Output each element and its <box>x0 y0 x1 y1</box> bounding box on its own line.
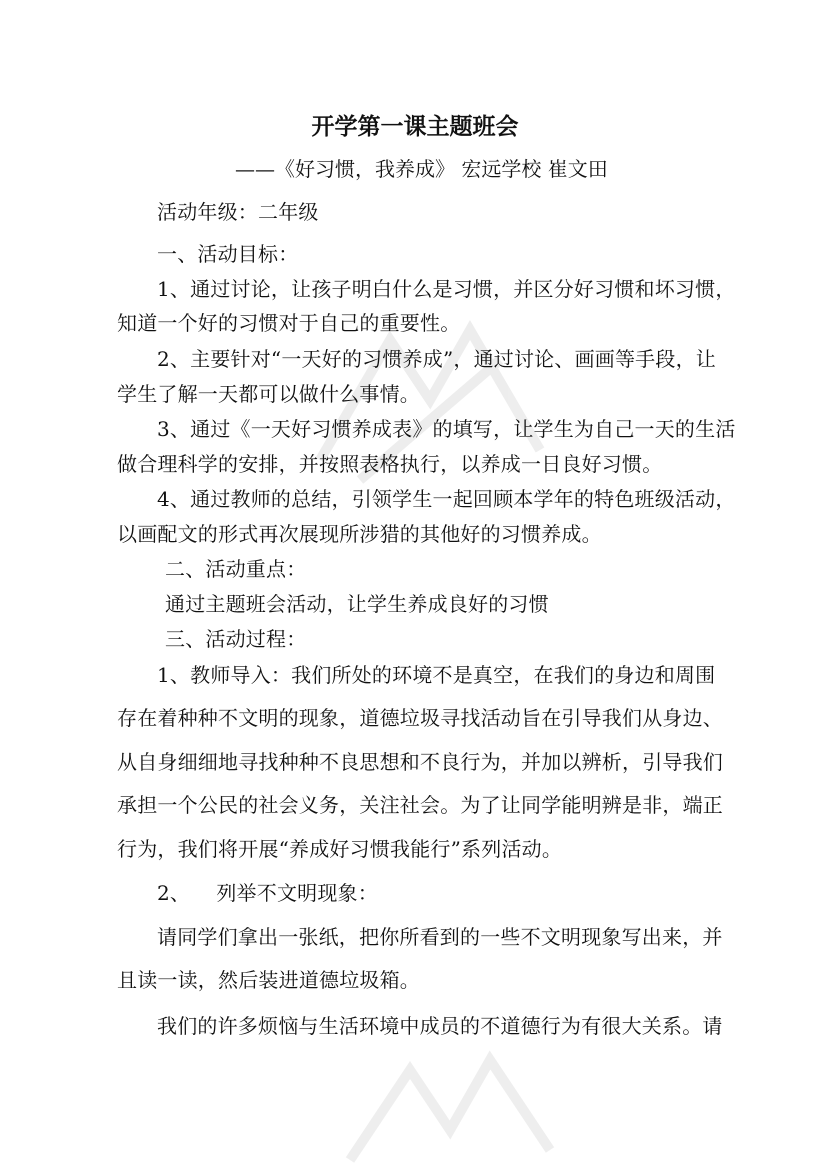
goal1-line2: 知道一个好的习惯对于自己的重要性。 <box>117 311 461 335</box>
focus-line: 通过主题班会活动，让学生养成良好的习惯 <box>165 592 549 616</box>
goal1-line1: 1、通过讨论，让孩子明白什么是习惯，并区分好习惯和坏习惯， <box>157 277 736 301</box>
section1-heading: 一、活动目标： <box>157 242 299 266</box>
process1-line3: 从自身细细地寻找种种不良思想和不良行为，并加以辨析，引导我们 <box>117 750 723 774</box>
last-line: 我们的许多烦恼与生活环境中成员的不道德行为有很大关系。请 <box>157 1014 723 1038</box>
process2-para-line2: 且读一读，然后装进道德垃圾箱。 <box>117 968 420 992</box>
process2-heading: 2、 列举不文明现象： <box>157 881 378 905</box>
goal4-line1: 4、通过教师的总结，引领学生一起回顾本学年的特色班级活动， <box>157 487 736 511</box>
goal3-line1: 3、通过《一天好习惯养成表》的填写，让学生为自己一天的生活 <box>157 417 736 441</box>
goal2-line2: 学生了解一天都可以做什么事情。 <box>117 382 420 406</box>
process1-line2: 存在着种种不文明的现象，道德垃圾寻找活动旨在引导我们从身边、 <box>117 706 723 730</box>
document-title: 开学第一课主题班会 <box>311 113 519 140</box>
process1-line1: 1、教师导入：我们所处的环境不是真空，在我们的身边和周围 <box>157 663 716 687</box>
process2-para-line1: 请同学们拿出一张纸，把你所看到的一些不文明现象写出来，并 <box>157 925 723 949</box>
watermark-logo-bottom <box>330 1040 570 1170</box>
goal3-line2: 做合理科学的安排，并按照表格执行，以养成一日良好习惯。 <box>117 452 663 476</box>
document-subtitle: ——《好习惯，我养成》 宏远学校 崔文田 <box>235 157 608 181</box>
section2-heading: 二、活动重点： <box>165 557 307 581</box>
section3-heading: 三、活动过程： <box>165 627 307 651</box>
process1-line4: 承担一个公民的社会义务，关注社会。为了让同学能明辨是非，端正 <box>117 793 723 817</box>
goal2-line1: 2、主要针对“一天好的习惯养成”，通过讨论、画画等手段，让 <box>157 347 716 371</box>
process1-line5: 行为，我们将开展“养成好习惯我能行”系列活动。 <box>117 837 563 861</box>
goal4-line2: 以画配文的形式再次展现所涉猎的其他好的习惯养成。 <box>117 522 602 546</box>
grade-line: 活动年级：二年级 <box>157 200 319 224</box>
